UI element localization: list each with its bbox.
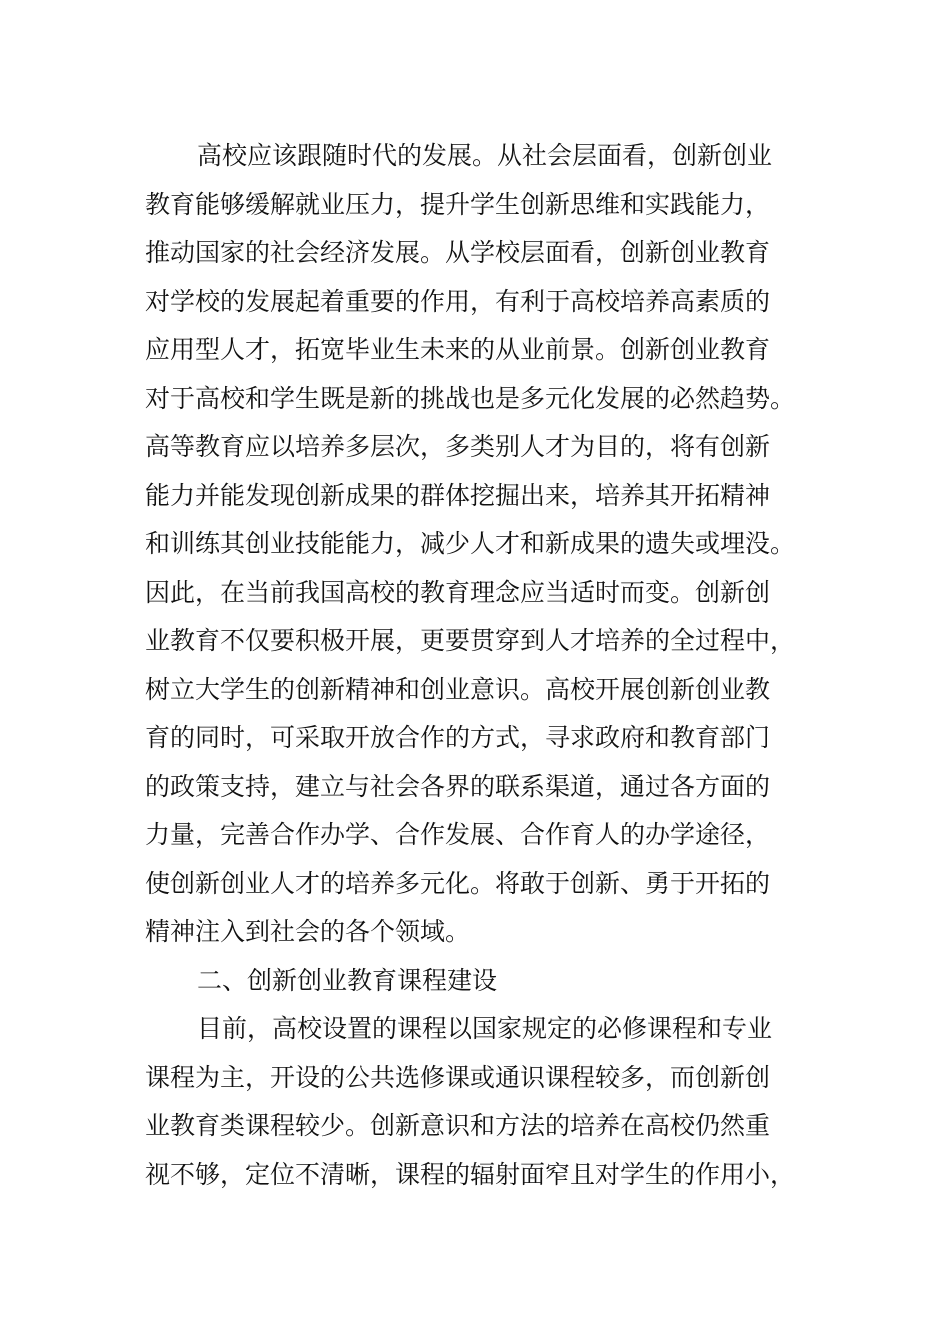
paragraph-line: 力量，完善合作办学、合作发展、合作育人的办学途径， xyxy=(145,820,771,849)
paragraph-line: 的政策支持，建立与社会各界的联系渠道，通过各方面的 xyxy=(145,771,771,801)
section-heading: 二、创新创业教育课程建设 xyxy=(197,965,498,995)
paragraph-line: 教育能够缓解就业压力，提升学生创新思维和实践能力， xyxy=(145,189,771,219)
paragraph-line: 业教育类课程较少。创新意识和方法的培养在高校仍然重 xyxy=(145,1111,771,1140)
paragraph-line: 对于高校和学生既是新的挑战也是多元化发展的必然趋势。 xyxy=(145,383,796,413)
paragraph-line: 目前，高校设置的课程以国家规定的必修课程和专业 xyxy=(197,1014,773,1043)
paragraph-line: 应用型人才，拓宽毕业生未来的从业前景。创新创业教育 xyxy=(145,335,771,364)
paragraph-line: 推动国家的社会经济发展。从学校层面看，创新创业教育 xyxy=(145,238,771,267)
document-body xyxy=(145,132,805,1199)
paragraph-line: 树立大学生的创新精神和创业意识。高校开展创新创业教 xyxy=(145,674,771,704)
paragraph-line: 育的同时，可采取开放合作的方式，寻求政府和教育部门 xyxy=(145,723,771,752)
paragraph-line: 能力并能发现创新成果的群体挖掘出来，培养其开拓精神 xyxy=(145,480,771,510)
paragraph-line: 使创新创业人才的培养多元化。将敢于创新、勇于开拓的 xyxy=(145,868,771,898)
paragraph-line: 精神注入到社会的各个领域。 xyxy=(145,917,471,946)
paragraph-line: 业教育不仅要积极开展，更要贯穿到人才培养的全过程中， xyxy=(145,626,796,655)
paragraph-line: 高等教育应以培养多层次，多类别人才为目的，将有创新 xyxy=(145,432,771,461)
paragraph-line: 因此，在当前我国高校的教育理念应当适时而变。创新创 xyxy=(145,577,771,607)
paragraph-line: 和训练其创业技能能力，减少人才和新成果的遗失或埋没。 xyxy=(145,529,796,558)
paragraph-line: 高校应该跟随时代的发展。从社会层面看，创新创业 xyxy=(197,141,773,170)
paragraph-line: 视不够，定位不清晰，课程的辐射面窄且对学生的作用小， xyxy=(145,1159,796,1189)
paragraph-line: 对学校的发展起着重要的作用，有利于高校培养高素质的 xyxy=(145,286,771,316)
paragraph-line: 课程为主，开设的公共选修课或通识课程较多，而创新创 xyxy=(145,1062,771,1092)
